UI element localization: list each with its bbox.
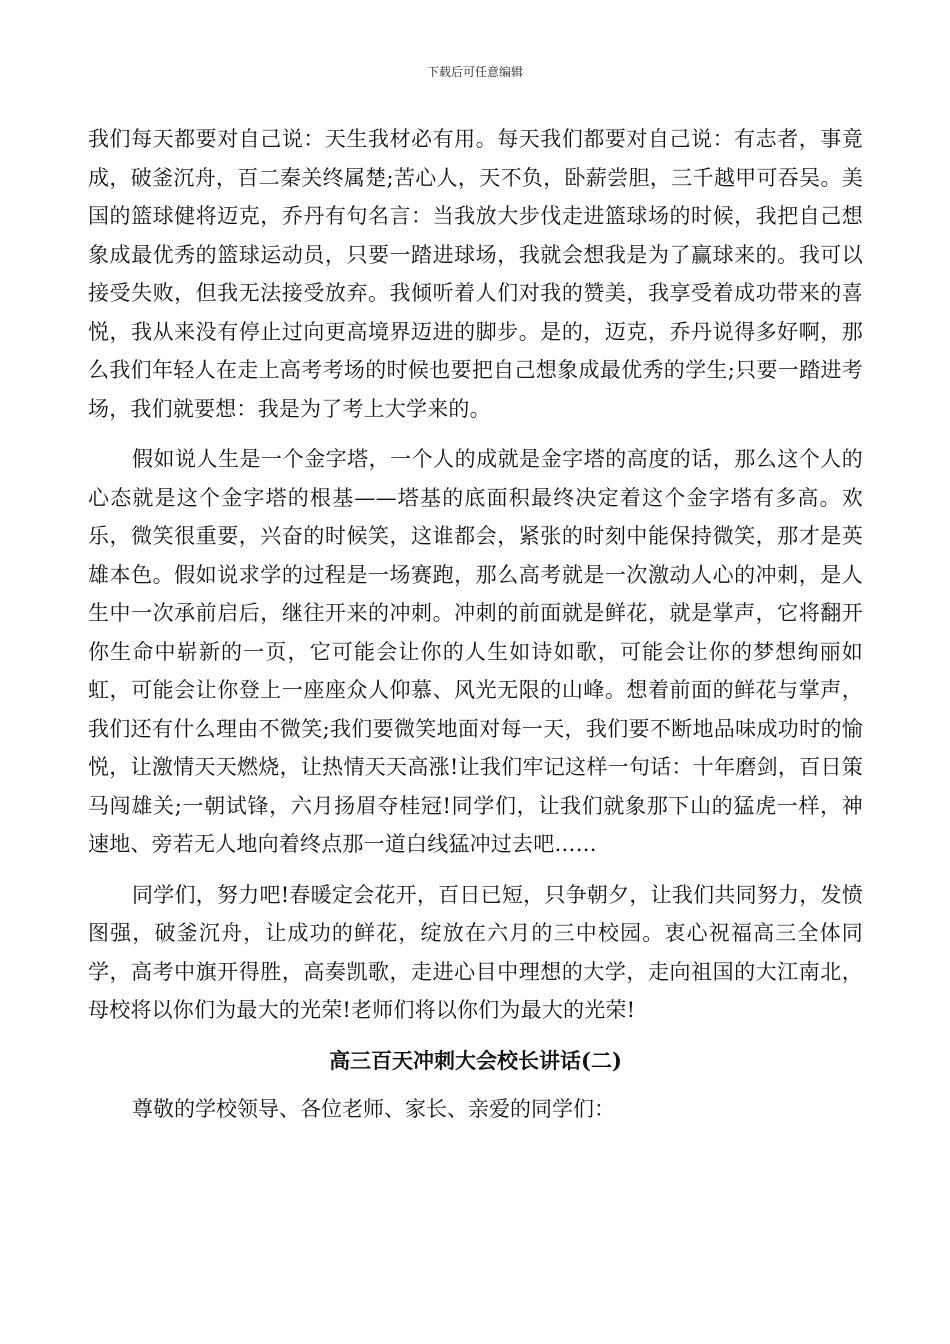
greeting-line: 尊敬的学校领导、各位老师、家长、亲爱的同学们： xyxy=(132,1096,615,1121)
section-title: 高三百天冲刺大会校长讲话(二) xyxy=(329,1047,622,1073)
document-body xyxy=(88,120,863,1128)
paragraph-2: 假如说人生是一个金字塔，一个人的成就是金字塔的高度的话，那么这个人的心态就是这个金字塔的根基——塔基的底面积最终决定着这个金字塔有多高。欢乐，微笑很重要，兴奋的时候笑，这谁都会，紧张的时刻中能保持微笑，那才是英雄本色。假如说求学的过程是一场赛跑，那么高考就是一次激动人心的冲刺，是人生中一次承前启后，继往开来的冲刺。冲刺的前面就是鲜花，就是掌声，它将翻开你生命中崭新的一页，它可能会让你的人生如诗如歌，可能会让你的梦想绚丽如虹，可能会让你登上一座座众人仰慕、风光无限的山峰。想着前面的鲜花与掌声，我们还有什么理由不微笑;我们要微笑地面对每一天，我们要不断地品味成功时的愉悦，让激情天天燃烧，让热情天天高涨!让我们牢记这样一句话：十年磨剑，百日策马闯雄关;一朝试锋，六月扬眉夺桂冠!同学们，让我们就象那下山的猛虎一样，神速地、旁若无人地向着终点那一道白线猛冲过去吧…… xyxy=(88,447,863,856)
paragraph-1: 我们每天都要对自己说：天生我材必有用。每天我们都要对自己说：有志者，事竟成，破釜沉舟，百二秦关终属楚;苦心人，天不负，卧薪尝胆，三千越甲可吞吴。美国的篮球健将迈克，乔丹有句名言：当我放大步伐走进篮球场的时候，我把自己想象成最优秀的篮球运动员，只要一踏进球场，我就会想我是为了赢球来的。我可以接受失败，但我无法接受放弃。我倾听着人们对我的赞美，我享受着成功带来的喜悦，我从来没有停止过向更高境界迈进的脚步。是的，迈克，乔丹说得多好啊，那么我们年轻人在走上高考考场的时候也要把自己想象成最优秀的学生;只要一踏进考场，我们就要想：我是为了考上大学来的。 xyxy=(88,127,863,421)
page-header-note: 下载后可任意编辑 xyxy=(426,65,523,79)
paragraph-3: 同学们，努力吧!春暖定会花开，百日已短，只争朝夕，让我们共同努力，发愤图强，破釜沉舟，让成功的鲜花，绽放在六月的三中校园。衷心祝福高三全体同学，高考中旗开得胜，高奏凯歌，走进心目中理想的大学，走向祖国的大江南北，母校将以你们为最大的光荣!老师们将以你们为最大的光荣! xyxy=(88,882,863,1022)
